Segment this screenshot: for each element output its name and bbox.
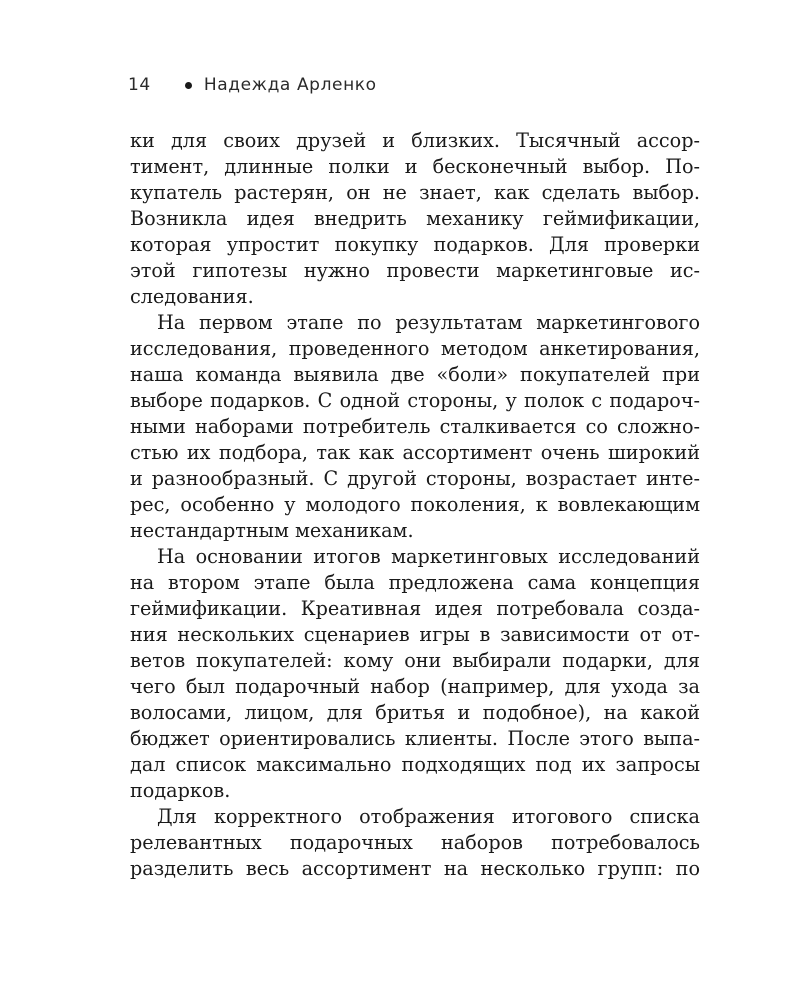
text-line: нестандартным механикам. bbox=[130, 519, 414, 542]
text-line: волосами, лицом, для бритья и подобное), на какой bbox=[130, 701, 700, 724]
text-line: этой гипотезы нужно провести маркетинговые ис- bbox=[130, 259, 700, 282]
text-line: На основании итогов маркетинговых исследований bbox=[157, 545, 700, 568]
text-line: Возникла идея внедрить механику геймификации, bbox=[130, 207, 700, 230]
paragraph-4 bbox=[130, 804, 700, 882]
text-line: Для корректного отображения итогового списка bbox=[157, 805, 700, 828]
text-line: чего был подарочный набор (например, для ухода за bbox=[130, 675, 700, 698]
text-line: бюджет ориентировались клиенты. После этого выпа- bbox=[130, 727, 700, 750]
text-line: стью их подбора, так как ассортимент очень широкий bbox=[130, 441, 700, 464]
text-line: подарков. bbox=[130, 779, 231, 802]
page-number: 14 bbox=[128, 75, 151, 95]
text-line: дал список максимально подходящих под их запросы bbox=[130, 753, 700, 776]
author-name: Надежда Арленко bbox=[203, 75, 377, 95]
text-line: На первом этапе по результатам маркетингового bbox=[157, 311, 700, 334]
text-line: исследования, проведенного методом анкетирования, bbox=[130, 337, 700, 360]
paragraph-3 bbox=[130, 544, 700, 804]
paragraph-2 bbox=[130, 310, 700, 544]
text-line: рес, особенно у молодого поколения, к вовлекающим bbox=[130, 493, 700, 516]
text-line: релевантных подарочных наборов потребовалось bbox=[130, 831, 700, 854]
text-line: наша команда выявила две «боли» покупателей при bbox=[130, 363, 700, 386]
text-line: тимент, длинные полки и бесконечный выбор. По- bbox=[130, 155, 700, 178]
text-line: ния нескольких сценариев игры в зависимости от от- bbox=[130, 623, 700, 646]
text-line: выборе подарков. С одной стороны, у полок с подароч- bbox=[130, 389, 700, 412]
running-header bbox=[128, 72, 377, 98]
body-text bbox=[130, 128, 700, 882]
text-line: разделить весь ассортимент на несколько групп: по bbox=[130, 857, 700, 880]
text-line: которая упростит покупку подарков. Для проверки bbox=[130, 233, 700, 256]
text-line: ки для своих друзей и близких. Тысячный ассор- bbox=[130, 129, 700, 152]
text-line: купатель растерян, он не знает, как сделать выбор. bbox=[130, 181, 700, 204]
text-line: геймификации. Креативная идея потребовала созда- bbox=[130, 597, 700, 620]
text-line: и разнообразный. С другой стороны, возрастает инте- bbox=[130, 467, 700, 490]
paragraph-1 bbox=[130, 128, 700, 310]
text-line: следования. bbox=[130, 285, 254, 308]
text-line: на втором этапе была предложена сама концепция bbox=[130, 571, 700, 594]
text-line: ными наборами потребитель сталкивается со сложно- bbox=[130, 415, 700, 438]
text-line: ветов покупателей: кому они выбирали подарки, для bbox=[130, 649, 700, 672]
bullet-separator-icon bbox=[185, 82, 192, 89]
